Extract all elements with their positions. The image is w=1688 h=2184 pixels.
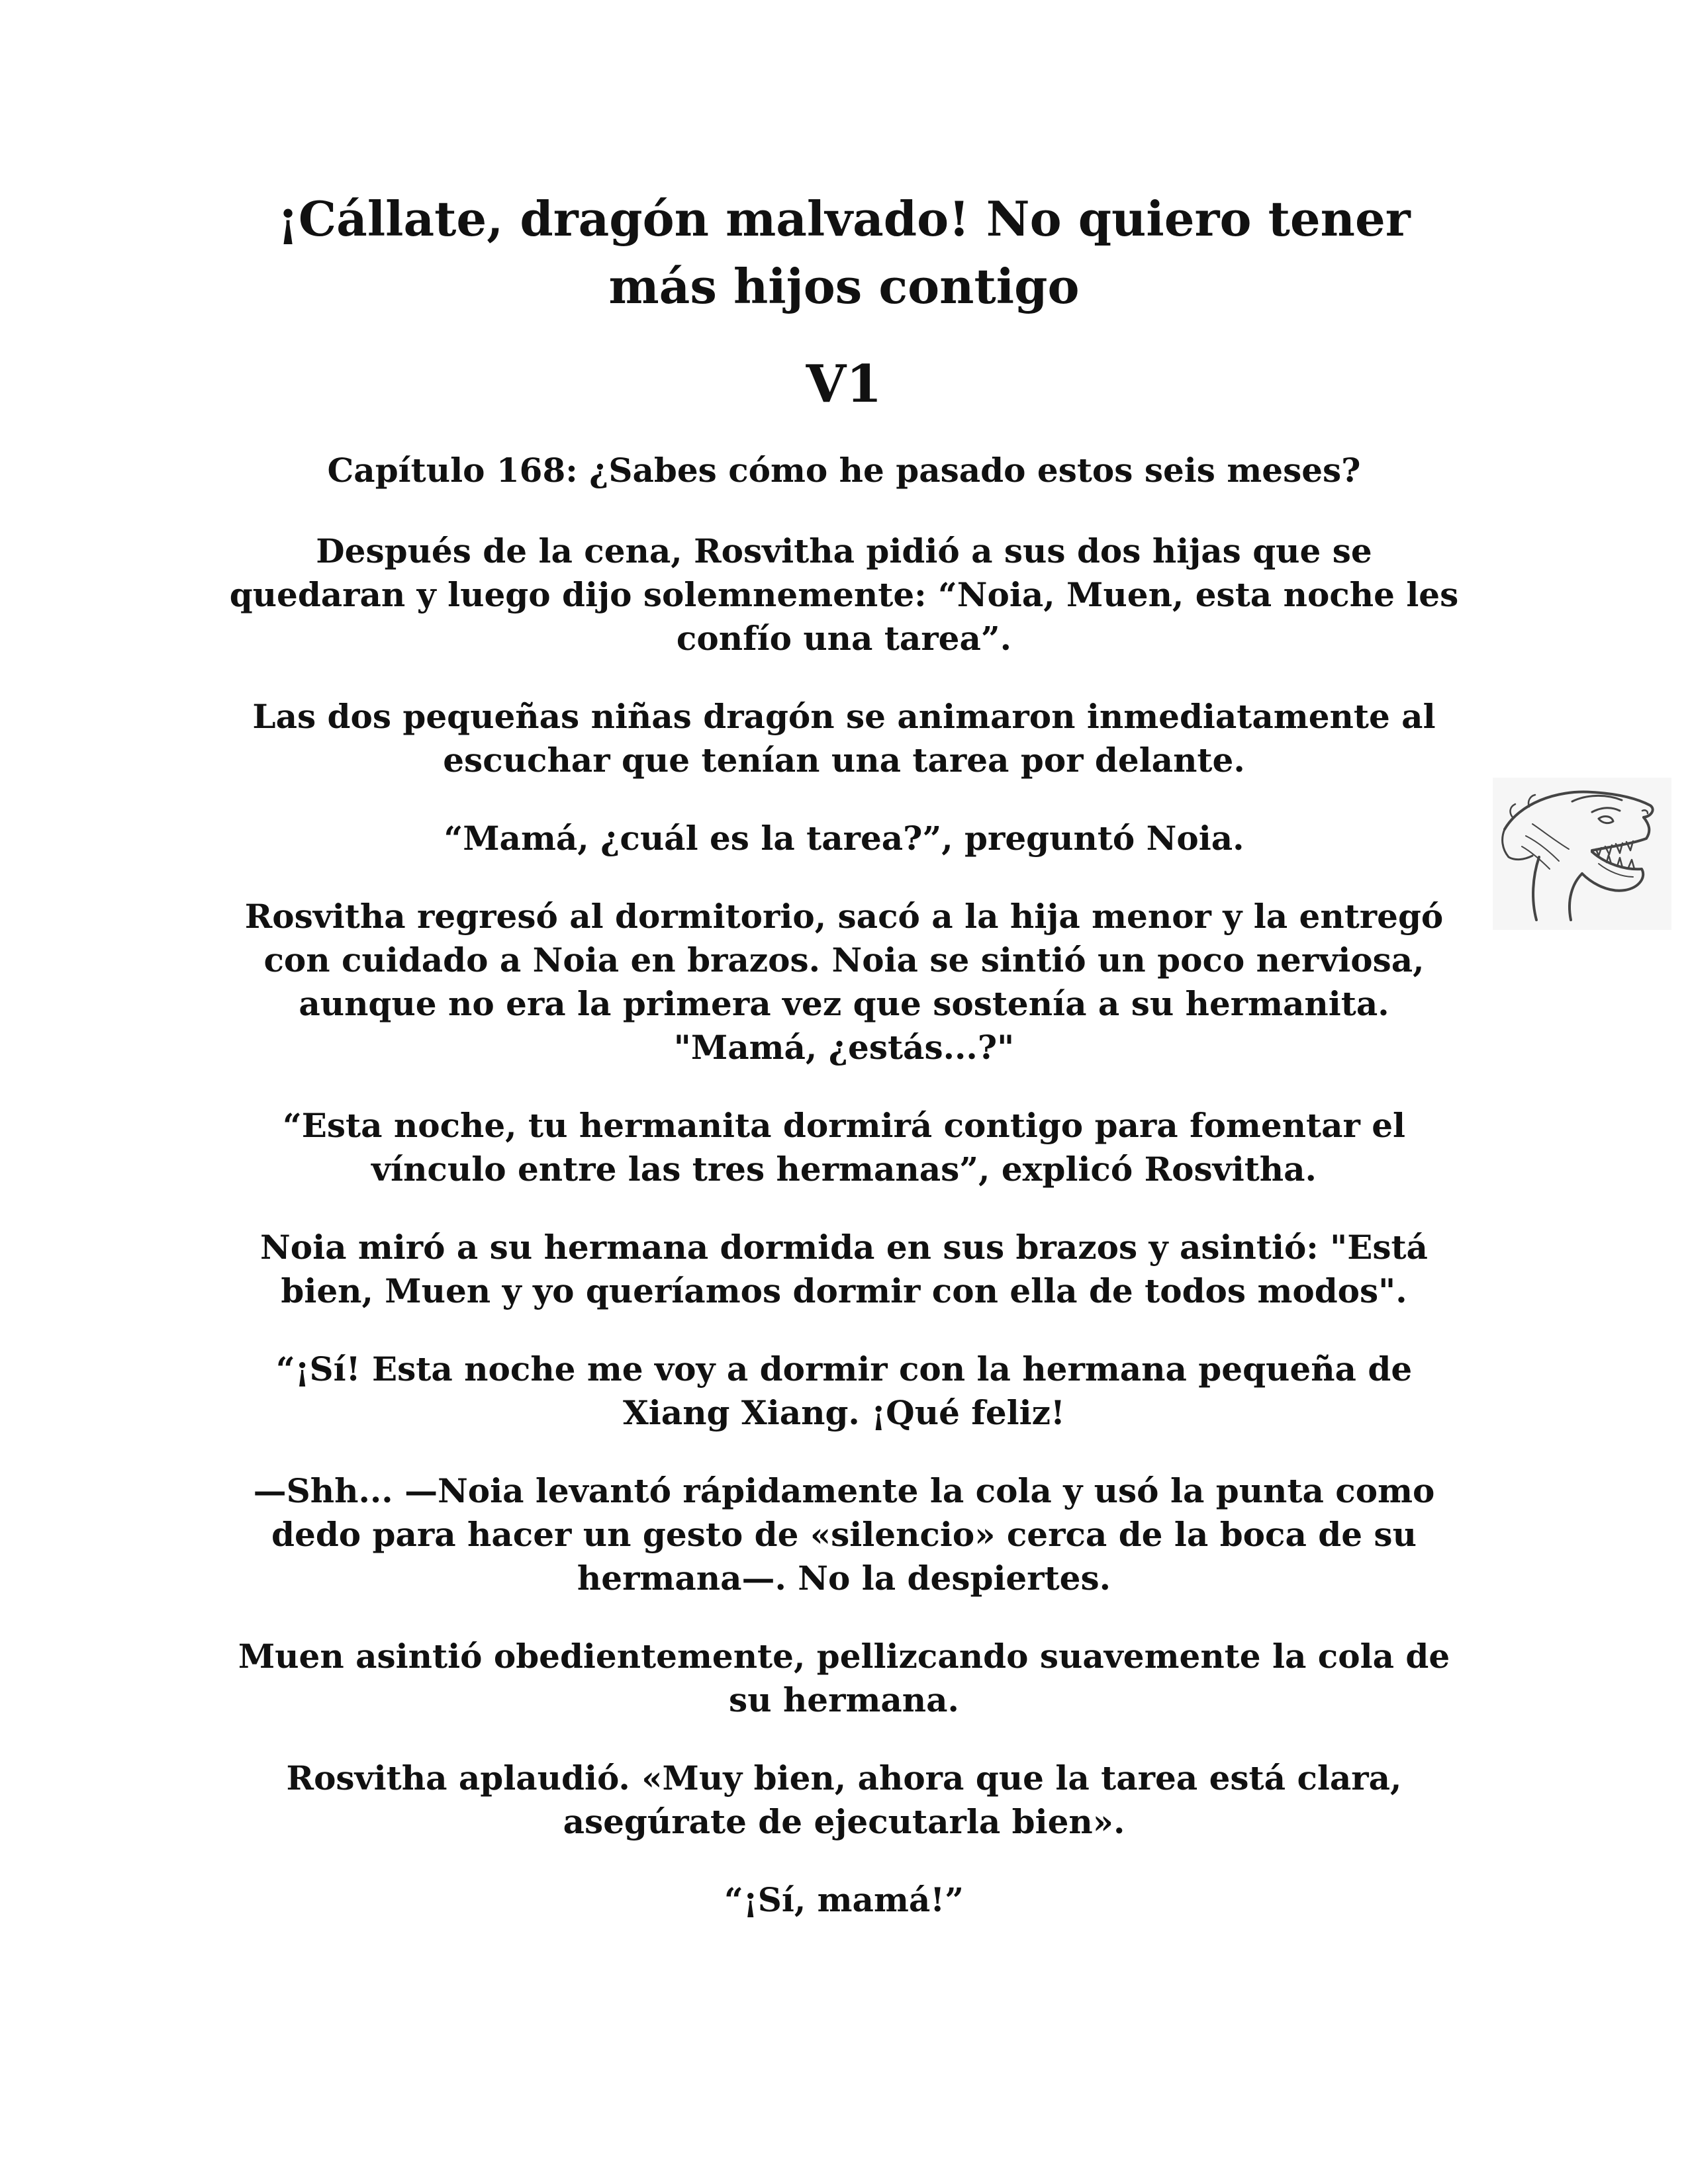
paragraph-11: “¡Sí, mamá!” [724, 1880, 964, 1919]
paragraph-8: —Shh... —Noia levantó rápidamente la cola y usó la punta como dedo para hacer un gesto de «silencio» cerca de la boca de su hermana—. No la despiertes. [253, 1471, 1435, 1598]
document-page [225, 185, 1463, 1956]
paragraph-1: Después de la cena, Rosvitha pidió a sus dos hijas que se quedaran y luego dijo solemnemente: “Noia, Muen, esta noche les confío una tarea”. [229, 531, 1459, 658]
paragraph-2: Las dos pequeñas niñas dragón se animaron inmediatamente al escuchar que tenían una tarea por delante. [252, 697, 1436, 780]
paragraph-5: “Esta noche, tu hermanita dormirá contigo para fomentar el vínculo entre las tres hermanas”, explicó Rosvitha. [282, 1106, 1406, 1189]
document-title: ¡Cállate, dragón malvado! No quiero tener más hijos contigo [277, 191, 1411, 314]
paragraph-6: Noia miró a su hermana dormida en sus brazos y asintió: "Está bien, Muen y yo queríamos dormir con ella de todos modos". [260, 1228, 1428, 1310]
paragraph-7: “¡Sí! Esta noche me voy a dormir con la hermana pequeña de Xiang Xiang. ¡Qué feliz! [275, 1349, 1413, 1432]
paragraph-9: Muen asintió obedientemente, pellizcando suavemente la cola de su hermana. [238, 1637, 1450, 1719]
paragraph-10: Rosvitha aplaudió. «Muy bien, ahora que la tarea está clara, asegúrate de ejecutarla bien». [286, 1758, 1402, 1841]
chapter-heading: Capítulo 168: ¿Sabes cómo he pasado estos seis meses? [327, 451, 1361, 490]
volume-label: V1 [806, 354, 882, 414]
paragraph-3: “Mamá, ¿cuál es la tarea?”, preguntó Noia. [444, 819, 1244, 858]
dragon-head-sketch-icon [1493, 778, 1671, 930]
paragraph-4: Rosvitha regresó al dormitorio, sacó a la hija menor y la entregó con cuidado a Noia en brazos. Noia se sintió un poco nerviosa, aunque no era la primera vez que sostenía a su hermanita. "Mamá, ¿estás...?" [244, 897, 1444, 1067]
